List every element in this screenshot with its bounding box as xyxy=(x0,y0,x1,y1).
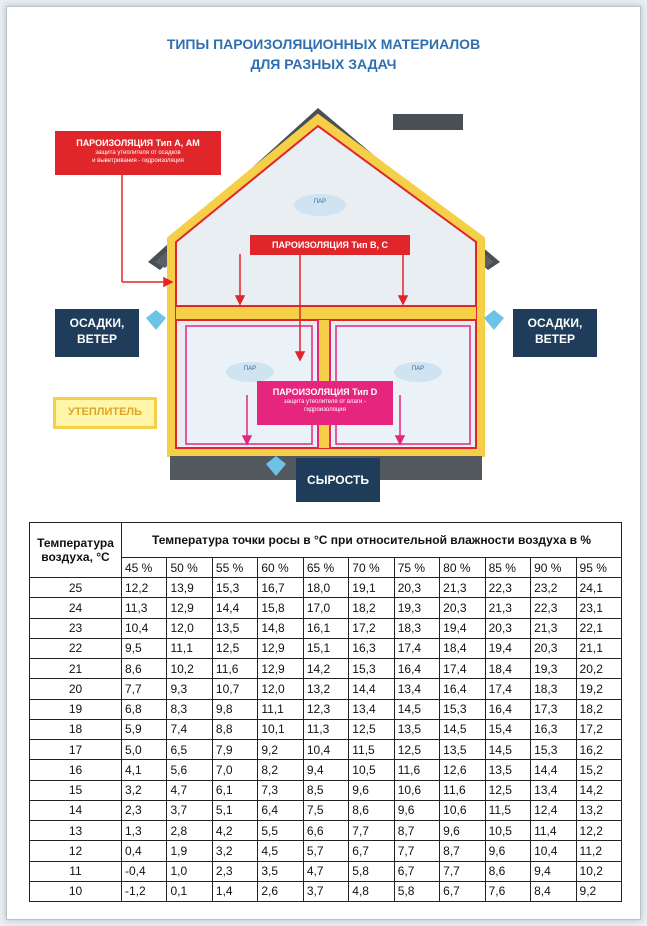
dew-point-cell: 4,7 xyxy=(303,861,348,881)
dew-point-cell: 21,3 xyxy=(440,578,485,598)
air-temp-cell: 23 xyxy=(30,618,122,638)
dew-point-cell: 14,8 xyxy=(258,618,303,638)
dew-point-cell: 10,6 xyxy=(394,780,439,800)
dew-point-cell: 20,3 xyxy=(531,638,576,658)
dew-point-cell: 11,4 xyxy=(531,821,576,841)
dew-point-cell: 8,7 xyxy=(440,841,485,861)
dew-point-cell: 15,4 xyxy=(485,719,530,739)
dew-point-cell: 5,8 xyxy=(349,861,394,881)
dew-point-cell: 15,3 xyxy=(212,578,257,598)
dew-point-cell: 20,3 xyxy=(440,598,485,618)
table-row xyxy=(30,841,622,861)
dew-point-cell: 12,0 xyxy=(258,679,303,699)
dew-point-cell: 1,4 xyxy=(212,881,257,901)
dew-point-cell: 19,4 xyxy=(485,638,530,658)
dew-point-cell: 20,3 xyxy=(394,578,439,598)
dew-point-cell: 7,6 xyxy=(485,881,530,901)
dew-point-cell: 13,4 xyxy=(349,699,394,719)
dew-point-cell: 12,9 xyxy=(258,638,303,658)
dew-point-cell: -0,4 xyxy=(122,861,167,881)
callout-type-a xyxy=(55,131,221,175)
dew-point-cell: 7,9 xyxy=(212,740,257,760)
dew-point-cell: 18,3 xyxy=(394,618,439,638)
dew-point-cell: 5,9 xyxy=(122,719,167,739)
dew-point-cell: 6,5 xyxy=(167,740,212,760)
air-temp-cell: 13 xyxy=(30,821,122,841)
dew-point-cell: 5,6 xyxy=(167,760,212,780)
label-insulation: УТЕПЛИТЕЛЬ xyxy=(53,397,157,429)
dew-point-cell: 15,3 xyxy=(440,699,485,719)
dew-point-cell: 6,1 xyxy=(212,780,257,800)
dew-point-cell: 17,3 xyxy=(531,699,576,719)
dew-point-cell: 16,4 xyxy=(394,659,439,679)
dew-point-cell: 17,2 xyxy=(349,618,394,638)
air-temp-cell: 11 xyxy=(30,861,122,881)
dew-point-cell: 8,7 xyxy=(394,821,439,841)
table-row xyxy=(30,881,622,901)
dew-point-cell: 11,3 xyxy=(122,598,167,618)
dew-point-cell: 5,5 xyxy=(258,821,303,841)
table-row xyxy=(30,780,622,800)
dew-point-cell: 21,3 xyxy=(531,618,576,638)
air-temp-cell: 17 xyxy=(30,740,122,760)
dew-point-cell: 13,5 xyxy=(394,719,439,739)
dew-point-cell: 4,1 xyxy=(122,760,167,780)
dew-point-cell: 19,3 xyxy=(394,598,439,618)
steam-cloud-attic xyxy=(294,194,346,216)
steam-cloud-left xyxy=(226,362,274,382)
dew-point-cell: 17,0 xyxy=(303,598,348,618)
humidity-header-cell: 75 % xyxy=(394,558,439,578)
dew-point-cell: 10,2 xyxy=(167,659,212,679)
humidity-header-cell: 65 % xyxy=(303,558,348,578)
dew-point-cell: 19,4 xyxy=(440,618,485,638)
dew-point-cell: 10,5 xyxy=(349,760,394,780)
dew-point-cell: 20,2 xyxy=(576,659,621,679)
dew-point-cell: 14,5 xyxy=(394,699,439,719)
steam-cloud-right xyxy=(394,362,442,382)
air-temp-cell: 12 xyxy=(30,841,122,861)
air-temp-cell: 20 xyxy=(30,679,122,699)
table-row xyxy=(30,800,622,820)
dew-point-cell: 7,7 xyxy=(122,679,167,699)
dew-point-cell: 3,7 xyxy=(303,881,348,901)
dew-point-cell: 16,3 xyxy=(349,638,394,658)
callout-type-d-sub1: защита утеплителя от влаги - xyxy=(283,399,367,405)
dew-point-cell: 10,5 xyxy=(485,821,530,841)
dew-point-cell: 9,6 xyxy=(485,841,530,861)
humidity-header-cell: 55 % xyxy=(212,558,257,578)
dew-point-cell: 2,3 xyxy=(212,861,257,881)
air-temp-cell: 24 xyxy=(30,598,122,618)
dew-point-cell: 16,3 xyxy=(531,719,576,739)
dew-point-cell: 19,3 xyxy=(531,659,576,679)
dew-point-cell: 6,7 xyxy=(394,861,439,881)
dew-point-cell: 5,0 xyxy=(122,740,167,760)
dew-point-cell: 13,2 xyxy=(303,679,348,699)
dew-point-cell: 9,6 xyxy=(394,800,439,820)
dew-point-cell: 9,3 xyxy=(167,679,212,699)
title-line-2: ДЛЯ РАЗНЫХ ЗАДАЧ xyxy=(250,56,397,72)
dew-point-cell: 11,5 xyxy=(349,740,394,760)
dew-point-cell: 9,4 xyxy=(531,861,576,881)
callout-type-a-sub2: и выветривания - гидроизоляция xyxy=(92,158,184,164)
dew-point-cell: 6,7 xyxy=(349,841,394,861)
dew-point-cell: 6,7 xyxy=(440,881,485,901)
dew-point-cell: 22,1 xyxy=(576,618,621,638)
dew-point-cell: 23,1 xyxy=(576,598,621,618)
dew-point-cell: 14,2 xyxy=(303,659,348,679)
dew-point-cell: 11,6 xyxy=(394,760,439,780)
humidity-header-cell: 85 % xyxy=(485,558,530,578)
callout-type-d-title: ПАРОИЗОЛЯЦИЯ Тип D xyxy=(272,387,378,397)
dew-point-cell: 4,7 xyxy=(167,780,212,800)
label-damp: СЫРОСТЬ xyxy=(296,458,380,502)
dew-point-cell: 15,3 xyxy=(349,659,394,679)
dew-point-cell: 15,2 xyxy=(576,760,621,780)
table-row xyxy=(30,821,622,841)
callout-type-b xyxy=(250,235,410,255)
precip-left-marker xyxy=(146,310,166,330)
air-temp-cell: 22 xyxy=(30,638,122,658)
dew-point-cell: 12,5 xyxy=(349,719,394,739)
dew-point-cell: 3,2 xyxy=(212,841,257,861)
dew-point-cell: 10,4 xyxy=(531,841,576,861)
dew-point-cell: 17,4 xyxy=(485,679,530,699)
dew-point-cell: 11,1 xyxy=(167,638,212,658)
dew-point-cell: 11,6 xyxy=(440,780,485,800)
dew-point-cell: 7,7 xyxy=(394,841,439,861)
dew-point-cell: 10,1 xyxy=(258,719,303,739)
dew-point-cell: 20,3 xyxy=(485,618,530,638)
dew-point-cell: 15,3 xyxy=(531,740,576,760)
table-row xyxy=(30,659,622,679)
dew-point-cell: 8,6 xyxy=(349,800,394,820)
dew-point-cell: 10,7 xyxy=(212,679,257,699)
dew-point-cell: 7,4 xyxy=(167,719,212,739)
dew-point-cell: 0,4 xyxy=(122,841,167,861)
callout-type-d xyxy=(257,381,393,425)
dew-point-cell: 0,1 xyxy=(167,881,212,901)
dew-point-cell: 19,1 xyxy=(349,578,394,598)
dew-point-cell: 14,5 xyxy=(440,719,485,739)
table-row xyxy=(30,598,622,618)
air-temp-cell: 14 xyxy=(30,800,122,820)
humidity-header-cell: 90 % xyxy=(531,558,576,578)
dew-point-cell: 11,2 xyxy=(576,841,621,861)
humidity-header-cell: 95 % xyxy=(576,558,621,578)
attic-floor xyxy=(176,306,476,320)
dew-point-cell: 13,2 xyxy=(576,800,621,820)
dew-point-cell: 8,6 xyxy=(485,861,530,881)
table-row xyxy=(30,578,622,598)
dew-point-cell: -1,2 xyxy=(122,881,167,901)
dew-point-cell: 13,5 xyxy=(212,618,257,638)
steam-label-attic: ПАР xyxy=(313,199,327,205)
dew-point-cell: 9,2 xyxy=(258,740,303,760)
dew-point-cell: 18,2 xyxy=(576,699,621,719)
dew-point-cell: 12,3 xyxy=(303,699,348,719)
dew-point-cell: 8,5 xyxy=(303,780,348,800)
dew-point-cell: 3,5 xyxy=(258,861,303,881)
dew-point-cell: 14,4 xyxy=(531,760,576,780)
dew-point-cell: 4,8 xyxy=(349,881,394,901)
dew-point-cell: 8,8 xyxy=(212,719,257,739)
table-row xyxy=(30,679,622,699)
dew-point-cell: 10,4 xyxy=(122,618,167,638)
dew-point-cell: 18,3 xyxy=(531,679,576,699)
dew-point-cell: 13,4 xyxy=(531,780,576,800)
dew-point-cell: 1,0 xyxy=(167,861,212,881)
dew-point-cell: 11,1 xyxy=(258,699,303,719)
air-temp-cell: 10 xyxy=(30,881,122,901)
steam-label-left: ПАР xyxy=(243,366,257,372)
dew-point-cell: 7,0 xyxy=(212,760,257,780)
label-precip-right: ОСАДКИ, ВЕТЕР xyxy=(513,309,597,357)
dew-point-cell: 12,6 xyxy=(440,760,485,780)
dew-point-cell: 9,5 xyxy=(122,638,167,658)
air-temp-cell: 25 xyxy=(30,578,122,598)
table-row xyxy=(30,740,622,760)
dew-point-cell: 16,2 xyxy=(576,740,621,760)
air-temp-cell: 15 xyxy=(30,780,122,800)
table-body xyxy=(30,578,622,902)
dew-point-cell: 24,1 xyxy=(576,578,621,598)
dew-point-cell: 4,5 xyxy=(258,841,303,861)
table-row xyxy=(30,618,622,638)
table-row xyxy=(30,760,622,780)
dew-point-cell: 13,5 xyxy=(485,760,530,780)
dew-point-cell: 6,4 xyxy=(258,800,303,820)
dew-point-cell: 9,6 xyxy=(349,780,394,800)
callout-type-d-sub2: гидроизоляция xyxy=(304,407,346,413)
dew-point-cell: 18,4 xyxy=(440,638,485,658)
dew-point-cell: 7,7 xyxy=(440,861,485,881)
dew-point-cell: 17,4 xyxy=(440,659,485,679)
dew-point-cell: 14,2 xyxy=(576,780,621,800)
humidity-header-cell: 70 % xyxy=(349,558,394,578)
dew-point-cell: 16,4 xyxy=(485,699,530,719)
dew-point-cell: 7,5 xyxy=(303,800,348,820)
dew-point-cell: 15,8 xyxy=(258,598,303,618)
dew-point-cell: 16,7 xyxy=(258,578,303,598)
dew-point-cell: 11,3 xyxy=(303,719,348,739)
dew-point-cell: 2,6 xyxy=(258,881,303,901)
callout-type-a-title: ПАРОИЗОЛЯЦИЯ Тип А, АМ xyxy=(76,138,200,148)
dew-point-table xyxy=(29,522,622,902)
dew-point-cell: 13,9 xyxy=(167,578,212,598)
dew-point-cell: 8,3 xyxy=(167,699,212,719)
dew-point-cell: 13,5 xyxy=(440,740,485,760)
title-line-1: ТИПЫ ПАРОИЗОЛЯЦИОННЫХ МАТЕРИАЛОВ xyxy=(166,36,481,52)
dew-point-cell: 9,2 xyxy=(576,881,621,901)
dew-point-cell: 17,2 xyxy=(576,719,621,739)
dew-point-cell: 12,5 xyxy=(394,740,439,760)
dew-point-cell: 17,4 xyxy=(394,638,439,658)
dew-point-cell: 6,6 xyxy=(303,821,348,841)
humidity-header-cell: 50 % xyxy=(167,558,212,578)
dew-point-cell: 12,2 xyxy=(122,578,167,598)
dew-point-cell: 16,1 xyxy=(303,618,348,638)
dew-point-cell: 4,2 xyxy=(212,821,257,841)
callout-type-a-sub1: защита утеплителя от осадков xyxy=(95,150,181,156)
dew-point-cell: 12,0 xyxy=(167,618,212,638)
dew-point-cell: 23,2 xyxy=(531,578,576,598)
dew-point-cell: 8,4 xyxy=(531,881,576,901)
air-temp-cell: 18 xyxy=(30,719,122,739)
dew-point-cell: 18,4 xyxy=(485,659,530,679)
dew-point-cell: 5,8 xyxy=(394,881,439,901)
air-temp-cell: 19 xyxy=(30,699,122,719)
dew-point-cell: 16,4 xyxy=(440,679,485,699)
chimney xyxy=(393,114,463,130)
dew-point-cell: 18,0 xyxy=(303,578,348,598)
table-row xyxy=(30,699,622,719)
dew-point-cell: 14,4 xyxy=(349,679,394,699)
dew-point-cell: 19,2 xyxy=(576,679,621,699)
dew-point-cell: 22,3 xyxy=(485,578,530,598)
dew-point-cell: 7,3 xyxy=(258,780,303,800)
air-temp-cell: 16 xyxy=(30,760,122,780)
dew-point-cell: 1,3 xyxy=(122,821,167,841)
dew-point-cell: 1,9 xyxy=(167,841,212,861)
dew-point-cell: 2,3 xyxy=(122,800,167,820)
dew-point-cell: 3,2 xyxy=(122,780,167,800)
dew-point-cell: 7,7 xyxy=(349,821,394,841)
callout-type-b-title: ПАРОИЗОЛЯЦИЯ Тип В, С xyxy=(271,240,389,250)
dew-point-cell: 10,4 xyxy=(303,740,348,760)
dew-point-cell: 8,6 xyxy=(122,659,167,679)
dew-point-cell: 12,5 xyxy=(485,780,530,800)
dew-point-cell: 9,8 xyxy=(212,699,257,719)
dew-point-cell: 10,2 xyxy=(576,861,621,881)
table-row xyxy=(30,861,622,881)
dew-point-cell: 12,2 xyxy=(576,821,621,841)
dew-point-cell: 12,5 xyxy=(212,638,257,658)
header-dew-point: Температура точки росы в °С при относительной влажности воздуха в % xyxy=(122,523,622,558)
dew-point-cell: 6,8 xyxy=(122,699,167,719)
dew-point-cell: 15,1 xyxy=(303,638,348,658)
humidity-header-cell: 80 % xyxy=(440,558,485,578)
header-air-temp: Температура воздуха, °С xyxy=(30,523,122,578)
dew-point-cell: 5,7 xyxy=(303,841,348,861)
dew-point-cell: 12,9 xyxy=(167,598,212,618)
dew-point-cell: 13,4 xyxy=(394,679,439,699)
dew-point-cell: 11,6 xyxy=(212,659,257,679)
dew-point-cell: 14,5 xyxy=(485,740,530,760)
dew-point-cell: 11,5 xyxy=(485,800,530,820)
dew-point-cell: 9,4 xyxy=(303,760,348,780)
dew-point-cell: 8,2 xyxy=(258,760,303,780)
humidity-header-cell: 45 % xyxy=(122,558,167,578)
humidity-header-cell: 60 % xyxy=(258,558,303,578)
dew-point-cell: 2,8 xyxy=(167,821,212,841)
dew-point-cell: 21,1 xyxy=(576,638,621,658)
dew-point-cell: 22,3 xyxy=(531,598,576,618)
dew-point-cell: 14,4 xyxy=(212,598,257,618)
table-row xyxy=(30,719,622,739)
dew-point-cell: 3,7 xyxy=(167,800,212,820)
table-row xyxy=(30,638,622,658)
dew-point-cell: 21,3 xyxy=(485,598,530,618)
dew-point-cell: 9,6 xyxy=(440,821,485,841)
dew-point-cell: 5,1 xyxy=(212,800,257,820)
dew-point-cell: 18,2 xyxy=(349,598,394,618)
label-precip-left: ОСАДКИ, ВЕТЕР xyxy=(55,309,139,357)
dew-point-cell: 12,9 xyxy=(258,659,303,679)
air-temp-cell: 21 xyxy=(30,659,122,679)
precip-right-marker xyxy=(484,310,504,330)
steam-label-right: ПАР xyxy=(411,366,425,372)
dew-point-cell: 12,4 xyxy=(531,800,576,820)
dew-point-cell: 10,6 xyxy=(440,800,485,820)
